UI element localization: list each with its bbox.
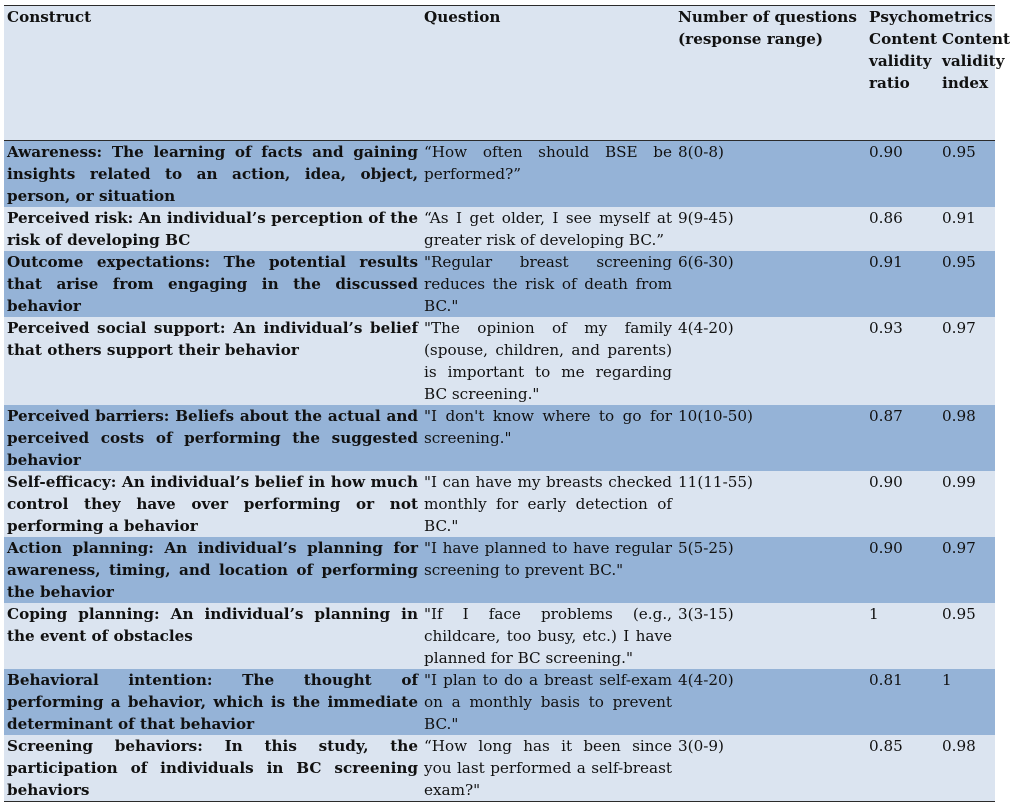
content-validity-index-cell: 0.95 [942, 252, 976, 271]
table-row [4, 405, 995, 471]
question-cell: “How long has it been since you last performed a self-breast exam?" [424, 736, 672, 799]
construct-cell: Action planning: An individual’s planning for awareness, timing, and location of performing the behavior [7, 538, 418, 601]
header-question: Question [424, 8, 501, 26]
table-row [4, 251, 995, 317]
number-of-questions-cell: 4(4-20) [678, 670, 734, 689]
question-cell: "I plan to do a breast self-exam on a monthly basis to prevent BC." [424, 670, 672, 733]
content-validity-ratio-cell: 0.85 [869, 736, 903, 755]
question-cell: “As I get older, I see myself at greater risk of developing BC.” [424, 208, 672, 249]
number-of-questions-cell: 8(0-8) [678, 142, 724, 161]
construct-cell: Behavioral intention: The thought of performing a behavior, which is the immediate determinant of that behavior [7, 670, 418, 733]
content-validity-index-cell: 1 [942, 670, 952, 689]
table-row [4, 603, 995, 669]
construct-cell: Perceived barriers: Beliefs about the actual and perceived costs of performing the suggested behavior [7, 406, 418, 469]
number-of-questions-cell: 11(11-55) [678, 472, 753, 491]
content-validity-index-cell: 0.95 [942, 142, 976, 161]
question-cell: "I can have my breasts checked monthly for early detection of BC." [424, 472, 672, 535]
question-cell: "The opinion of my family (spouse, children, and parents) is important to me regarding BC screening." [424, 318, 672, 403]
content-validity-ratio-cell: 0.93 [869, 318, 903, 337]
construct-cell: Coping planning: An individual’s planning in the event of obstacles [7, 604, 418, 645]
header-content-validity-index: Content validity index [942, 30, 1010, 92]
content-validity-ratio-cell: 0.91 [869, 252, 903, 271]
number-of-questions-cell: 10(10-50) [678, 406, 753, 425]
content-validity-index-cell: 0.97 [942, 318, 976, 337]
table-row [4, 669, 995, 735]
table-row [4, 317, 995, 405]
content-validity-index-cell: 0.98 [942, 736, 976, 755]
content-validity-ratio-cell: 0.90 [869, 142, 903, 161]
construct-cell: Perceived social support: An individual’s belief that others support their behavior [7, 318, 418, 359]
content-validity-ratio-cell: 1 [869, 604, 879, 623]
table-row [4, 140, 995, 207]
content-validity-index-cell: 0.91 [942, 208, 976, 227]
header-content-validity-ratio: Content validity ratio [869, 30, 937, 92]
content-validity-index-cell: 0.97 [942, 538, 976, 557]
header-number-of-questions: Number of questions (response range) [678, 8, 857, 48]
construct-cell: Screening behaviors: In this study, the participation of individuals in BC screening behaviors [7, 736, 418, 799]
content-validity-ratio-cell: 0.90 [869, 538, 903, 557]
question-cell: "I don't know where to go for screening." [424, 406, 672, 447]
constructs-table [4, 5, 1010, 802]
number-of-questions-cell: 3(0-9) [678, 736, 724, 755]
number-of-questions-cell: 9(9-45) [678, 208, 734, 227]
question-cell: “How often should BSE be performed?” [424, 142, 672, 183]
content-validity-ratio-cell: 0.87 [869, 406, 903, 425]
question-cell: "Regular breast screening reduces the risk of death from BC." [424, 252, 672, 315]
question-cell: "I have planned to have regular screening to prevent BC." [424, 538, 672, 579]
table-row [4, 537, 995, 603]
number-of-questions-cell: 3(3-15) [678, 604, 734, 623]
content-validity-ratio-cell: 0.90 [869, 472, 903, 491]
construct-cell: Awareness: The learning of facts and gaining insights related to an action, idea, object, person, or situation [7, 142, 418, 205]
number-of-questions-cell: 5(5-25) [678, 538, 734, 557]
table-row [4, 471, 995, 537]
table-row [4, 735, 995, 802]
question-cell: "If I face problems (e.g., childcare, too busy, etc.) I have planned for BC screening." [424, 604, 672, 667]
content-validity-index-cell: 0.98 [942, 406, 976, 425]
construct-cell: Outcome expectations: The potential results that arise from engaging in the discussed behavior [7, 252, 418, 315]
content-validity-index-cell: 0.99 [942, 472, 976, 491]
header-construct: Construct [7, 8, 92, 26]
table-row [4, 207, 995, 251]
content-validity-ratio-cell: 0.81 [869, 670, 903, 689]
construct-cell: Perceived risk: An individual’s perception of the risk of developing BC [7, 208, 418, 249]
number-of-questions-cell: 4(4-20) [678, 318, 734, 337]
header-psychometrics: Psychometrics [869, 8, 993, 26]
construct-cell: Self-efficacy: An individual’s belief in how much control they have over performing or not performing a behavior [7, 472, 418, 535]
content-validity-ratio-cell: 0.86 [869, 208, 903, 227]
table-body [4, 140, 995, 801]
content-validity-index-cell: 0.95 [942, 604, 976, 623]
number-of-questions-cell: 6(6-30) [678, 252, 734, 271]
